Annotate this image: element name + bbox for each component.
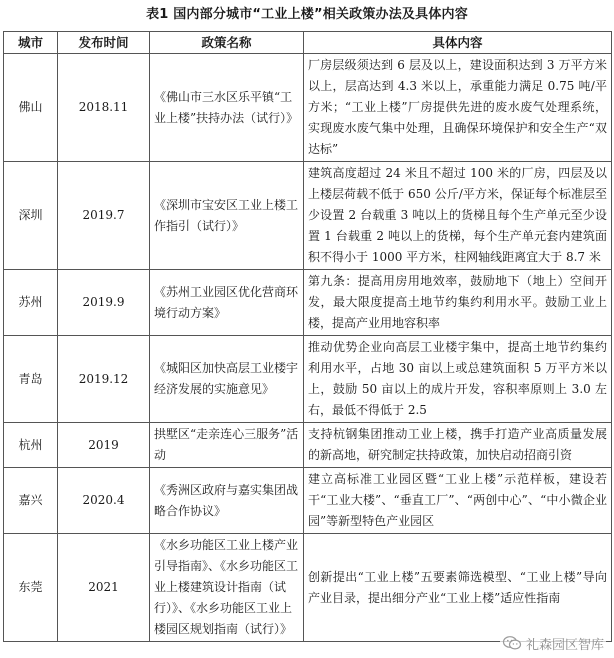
row-date: 2019.12 [58, 336, 150, 423]
table-row [4, 336, 612, 423]
policy-table [3, 31, 612, 642]
table-row [4, 534, 612, 642]
row-policy-name: 《佛山市三水区乐平镇“工业上楼”扶持办法（试行）》 [150, 54, 304, 162]
row-content: 建立高标准工业园区暨“工业上楼”示范样板，建设若干“工业大楼”、“垂直工厂”、“两创中心”、“中小微企业园”等新型特色产业园区 [304, 468, 612, 534]
row-date: 2019.7 [58, 162, 150, 270]
row-city: 青岛 [4, 336, 58, 423]
row-city: 嘉兴 [4, 468, 58, 534]
header-content: 具体内容 [304, 32, 612, 54]
row-date: 2019.9 [58, 270, 150, 336]
row-city: 杭州 [4, 423, 58, 468]
row-policy-name: 《苏州工业园区优化营商环境行动方案》 [150, 270, 304, 336]
table-header-row [4, 32, 612, 54]
row-content: 支持杭钢集团推动工业上楼，携手打造产业高质量发展的新高地，研究制定扶持政策，加快启动招商引资 [304, 423, 612, 468]
table-caption: 表1 国内部分城市“工业上楼”相关政策办法及具体内容 [146, 7, 468, 22]
header-policy-name: 政策名称 [150, 32, 304, 54]
row-date: 2021 [58, 534, 150, 642]
row-content: 建筑高度超过 24 米且不超过 100 米的厂房，四层及以上楼层荷载不低于 650 公斤/平方米，保证每个标准层至少设置 2 台载重 3 吨以上的货梯且每个生产单元至少设置 1 台载重 2 吨以上的货梯，每个生产单元套内建筑面积不得小于 1000 平方米，柱网轴线距离宜大于 8.7 米 [304, 162, 612, 270]
row-date: 2020.4 [58, 468, 150, 534]
table-row [4, 468, 612, 534]
row-policy-name: 《水乡功能区工业上楼产业引导指南》、《水乡功能区工业上楼建筑设计指南（试行）》、《水乡功能区工业上楼园区规划指南（试行）》 [150, 534, 304, 642]
row-policy-name: 《深圳市宝安区工业上楼工作指引（试行）》 [150, 162, 304, 270]
row-content: 推动优势企业向高层工业楼宇集中，提高土地节约集约利用水平，占地 30 亩以上或总建筑面积 5 万平方米以上，鼓励 50 亩以上的成片开发，容积率原则上 3.0 左右，最低不得低于 2.5 [304, 336, 612, 423]
row-policy-name: 《秀洲区政府与嘉实集团战略合作协议》 [150, 468, 304, 534]
row-content: 创新提出“工业上楼”五要素筛选模型、“工业上楼”导向产业目录，提出细分产业“工业上楼”适应性指南 [304, 534, 612, 642]
row-date: 2018.11 [58, 54, 150, 162]
row-city: 深圳 [4, 162, 58, 270]
watermark-text: 礼森园区智库 [525, 637, 604, 653]
row-city: 佛山 [4, 54, 58, 162]
table-row [4, 270, 612, 336]
header-date: 发布时间 [58, 32, 150, 54]
row-city: 苏州 [4, 270, 58, 336]
row-policy-name: 《城阳区加快高层工业楼宇经济发展的实施意见》 [150, 336, 304, 423]
table-row [4, 54, 612, 162]
row-content: 第九条：提高用房用地效率，鼓励地下（地上）空间开发，最大限度提高土地节约集约利用水平。鼓励工业上楼，提高产业用地容积率 [304, 270, 612, 336]
row-city: 东莞 [4, 534, 58, 642]
row-content: 厂房层级须达到 6 层及以上，建设面积达到 3 万平方米以上，层高达到 4.3 米以上，承重能力满足 0.75 吨/平方米；“工业上楼”厂房提供先进的废水废气处理系统，实现废水废气集中处理，且确保环境保护和安全生产“双达标” [304, 54, 612, 162]
wechat-icon [502, 635, 522, 651]
watermark [500, 632, 606, 654]
row-date: 2019 [58, 423, 150, 468]
table-row [4, 423, 612, 468]
table-row [4, 162, 612, 270]
row-policy-name: 拱墅区“走亲连心三服务”活动 [150, 423, 304, 468]
header-city: 城市 [4, 32, 58, 54]
